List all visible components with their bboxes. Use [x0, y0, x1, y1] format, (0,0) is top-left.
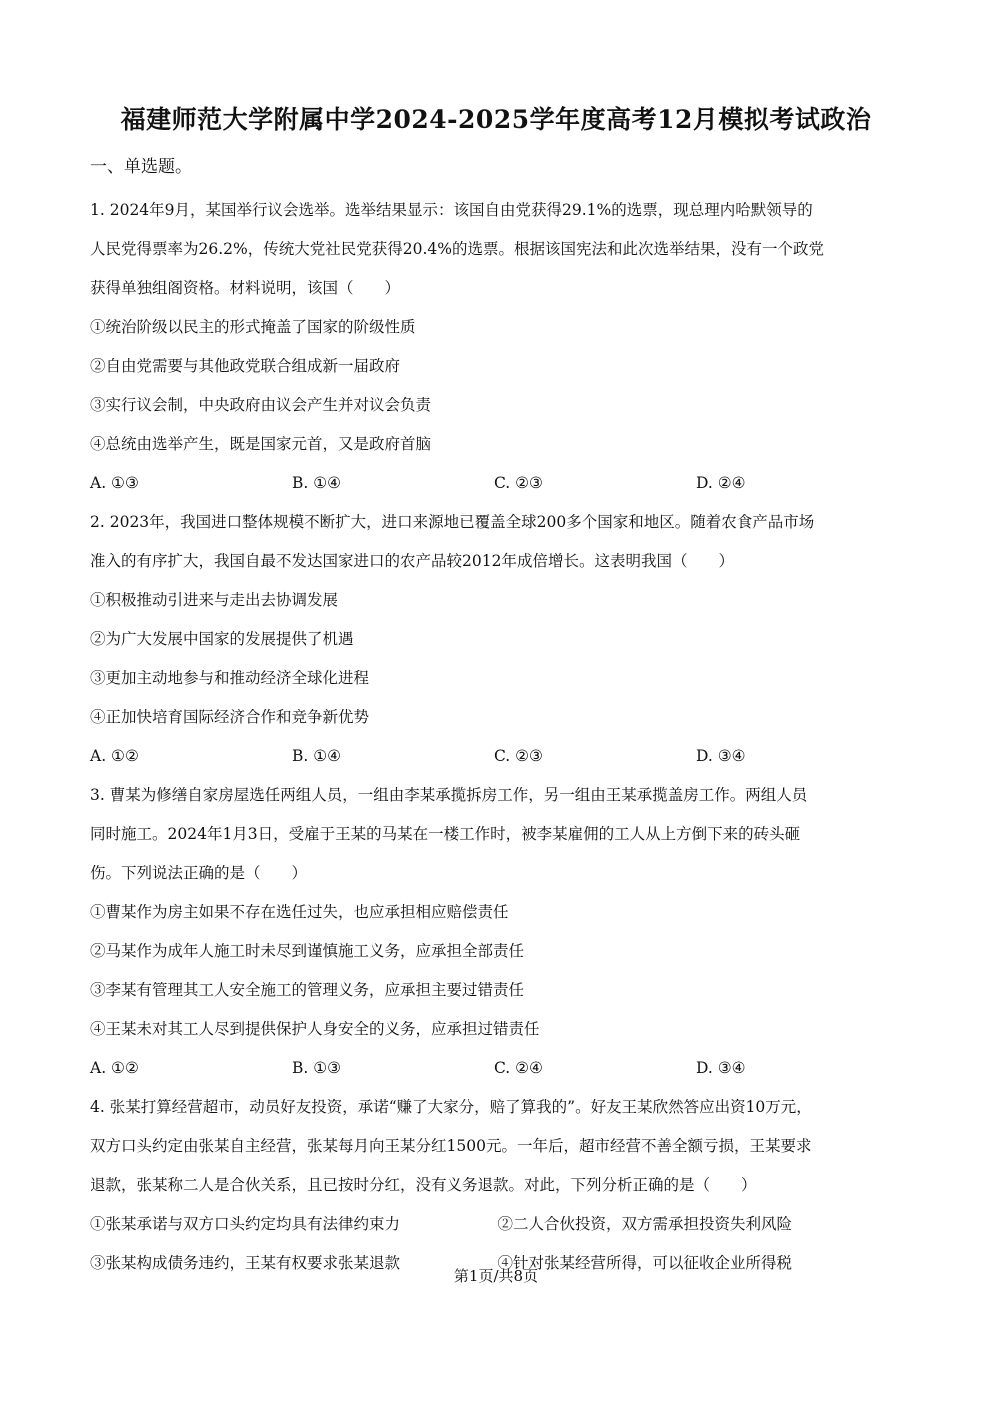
statement-item: ④总统由选举产生，既是国家元首，又是政府首脑: [90, 435, 432, 453]
page-number: 第1页/共8页: [453, 1267, 539, 1285]
statement-item: ④针对张某经营所得，可以征收企业所得税: [497, 1254, 793, 1272]
option-d[interactable]: D. ②④: [696, 474, 746, 492]
question-stem-line: 4. 张某打算经营超市，动员好友投资，承诺“赚了大家分，赔了算我的”。好友王某欣然答应出资10万元，: [90, 1098, 812, 1116]
question-stem-line: 2. 2023年，我国进口整体规模不断扩大，进口来源地已覆盖全球200多个国家和地区。随着农食产品市场: [90, 513, 815, 531]
question-2: [90, 503, 905, 776]
statement-item: ①积极推动引进来与走出去协调发展: [90, 591, 339, 609]
question-stem-line: 1. 2024年9月，某国举行议会选举。选举结果显示：该国自由党获得29.1%的选票，现总理内哈默领导的: [90, 201, 813, 219]
statement-item: ③更加主动地参与和推动经济全球化进程: [90, 669, 370, 687]
statement-item: ②为广大发展中国家的发展提供了机遇: [90, 630, 354, 648]
question-1: [90, 191, 905, 503]
question-stem-line: 人民党得票率为26.2%，传统大党社民党获得20.4%的选票。根据该国宪法和此次选举结果，没有一个政党: [90, 240, 824, 258]
statement-item: ④正加快培育国际经济合作和竞争新优势: [90, 708, 370, 726]
option-a[interactable]: A. ①②: [90, 747, 139, 765]
option-c[interactable]: C. ②③: [494, 474, 543, 492]
question-stem-line: 同时施工。2024年1月3日，受雇于王某的马某在一楼工作时，被李某雇佣的工人从上方倒下来的砖头砸: [90, 825, 801, 843]
question-3: [90, 776, 905, 1088]
option-b[interactable]: B. ①④: [292, 747, 342, 765]
option-b[interactable]: B. ①④: [292, 474, 342, 492]
question-list: [90, 191, 905, 1283]
statement-item: ①张某承诺与双方口头约定均具有法律约束力: [90, 1215, 401, 1233]
statement-item: ②马某作为成年人施工时未尽到谨慎施工义务，应承担全部责任: [90, 942, 525, 960]
option-b[interactable]: B. ①③: [292, 1059, 342, 1077]
statement-item: ①统治阶级以民主的形式掩盖了国家的阶级性质: [90, 318, 416, 336]
statement-item: ②二人合伙投资，双方需承担投资失利风险: [497, 1215, 793, 1233]
statement-item: ①曹某作为房主如果不存在选任过失，也应承担相应赔偿责任: [90, 903, 509, 921]
statement-item: ④王某未对其工人尽到提供保护人身安全的义务，应承担过错责任: [90, 1020, 540, 1038]
question-4: [90, 1088, 905, 1283]
page-title: 福建师范大学附属中学2024-2025学年度高考12月模拟考试政治: [120, 105, 872, 134]
answer-options: [90, 737, 905, 776]
option-c[interactable]: C. ②④: [494, 1059, 543, 1077]
question-stem-line: 准入的有序扩大，我国自最不发达国家进口的农产品较2012年成倍增长。这表明我国（ ）: [90, 552, 734, 570]
statement-item: ③李某有管理其工人安全施工的管理义务，应承担主要过错责任: [90, 981, 525, 999]
answer-options: [90, 464, 905, 503]
option-d[interactable]: D. ③④: [696, 747, 746, 765]
question-stem-line: 退款，张某称二人是合伙关系，且已按时分红，没有义务退款。对此，下列分析正确的是（ ）: [90, 1176, 757, 1194]
question-stem-line: 3. 曹某为修缮自家房屋选任两组人员，一组由李某承揽拆房工作，另一组由王某承揽盖房工作。两组人员: [90, 786, 808, 804]
question-stem-line: 获得单独组阁资格。材料说明，该国（ ）: [90, 279, 401, 297]
statement-row: [90, 1205, 905, 1244]
answer-options: [90, 1049, 905, 1088]
section-heading: 一、单选题。: [90, 157, 192, 177]
option-c[interactable]: C. ②③: [494, 747, 543, 765]
option-d[interactable]: D. ③④: [696, 1059, 746, 1077]
option-a[interactable]: A. ①②: [90, 1059, 139, 1077]
statement-item: ③张某构成债务违约，王某有权要求张某退款: [90, 1254, 401, 1272]
question-stem-line: 双方口头约定由张某自主经营，张某每月向王某分红1500元。一年后，超市经营不善全额亏损，王某要求: [90, 1137, 812, 1155]
question-stem-line: 伤。下列说法正确的是（ ）: [90, 864, 308, 882]
statement-item: ③实行议会制，中央政府由议会产生并对议会负责: [90, 396, 432, 414]
statement-item: ②自由党需要与其他政党联合组成新一届政府: [90, 357, 401, 375]
option-a[interactable]: A. ①③: [90, 474, 139, 492]
